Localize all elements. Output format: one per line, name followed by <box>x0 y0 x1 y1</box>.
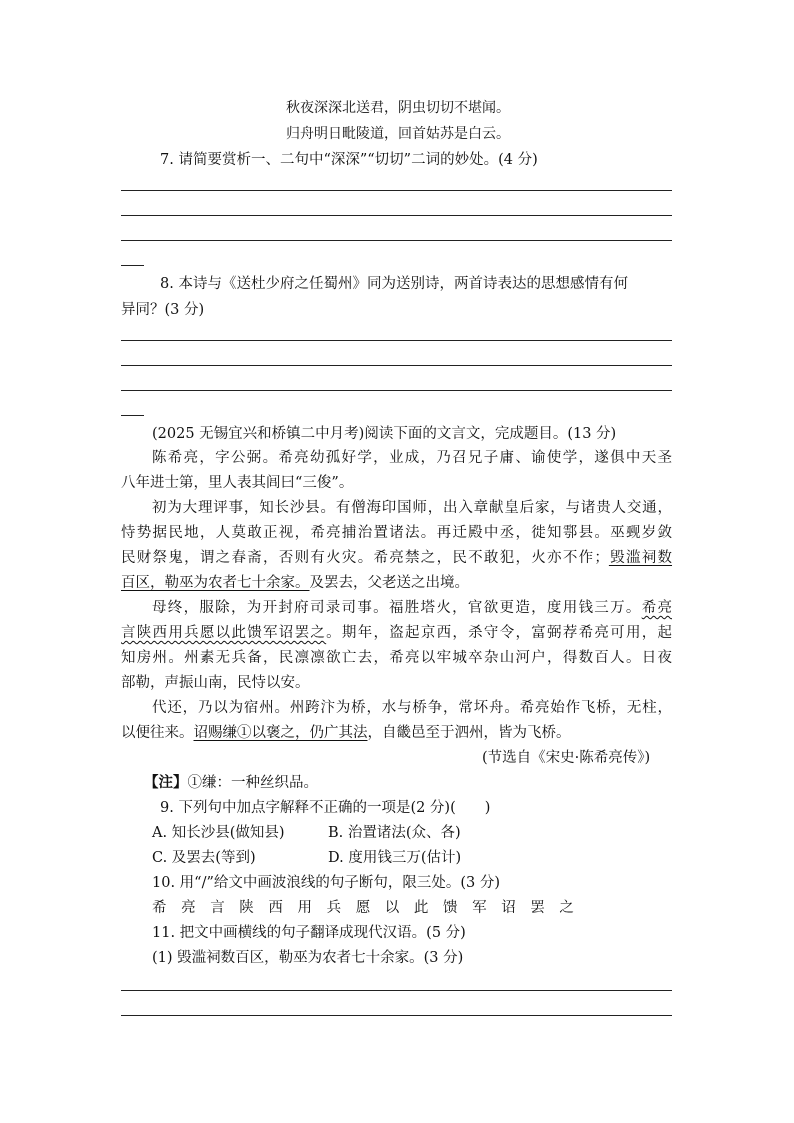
passage-line <box>121 573 469 593</box>
passage-line: 知房州。州素无兵备，民凛凛欲亡去，希亮以牢城卒杂山河户，得数百人。日夜 <box>121 650 672 666</box>
answer-line <box>121 990 672 991</box>
note <box>144 773 318 793</box>
passage-text: 民财祭鬼，谓之春斋，否则有火灾。希亮禁之，民不敢犯，火亦不作； <box>121 550 609 566</box>
answer-line <box>121 390 672 391</box>
passage-source: (节选自《宋史·陈希亮传》) <box>482 750 651 766</box>
option-b: B. 治置诸法(众、各) <box>328 825 461 841</box>
passage-line <box>152 598 672 618</box>
passage-text: 及罢去，父老送之出境。 <box>309 575 469 591</box>
passage-line: 部勒，声振山南，民恃以安。 <box>121 675 310 691</box>
passage-text: 母终，服除，为开封府司录司事。福胜塔火，官欲更造，度用钱三万。 <box>152 600 642 616</box>
passage-text: 以便往来。 <box>121 725 194 741</box>
note-text: ①缣：一种丝织品。 <box>187 775 318 791</box>
underlined-sentence: 百区，勒巫为农者七十余家。 <box>121 575 310 591</box>
question-9: 9. 下列句中加点字解释不正确的一项是(2 分)( ) <box>160 800 491 816</box>
answer-line <box>121 1015 672 1016</box>
question-10: 10. 用“/”给文中画波浪线的句子断句，限三处。(3 分) <box>152 875 501 891</box>
passage-line: 八年进士第，里人表其闾曰“三俊”。 <box>121 475 354 491</box>
poem-line-1: 秋夜深深北送君，阴虫切切不堪闻。 <box>286 100 510 116</box>
passage-line: 陈希亮，字公弼。希亮幼孤好学，业成，乃召兄子庸、谕使学，遂俱中天圣 <box>152 450 672 466</box>
wavy-sentence: 言陕西用兵愿以此馈军诏罢之 <box>121 625 327 641</box>
passage-line: 恃势据民地，人莫敢正视，希亮捕治置诸法。再迁殿中丞，徙知鄠县。巫觋岁敛 <box>121 525 672 541</box>
note-label: 【注】 <box>144 774 188 791</box>
passage-text: ，自畿邑至于泗州，皆为飞桥。 <box>367 725 571 741</box>
question-8-line-2: 异同？(3 分) <box>121 302 205 318</box>
underlined-sentence: 诏赐缣①以褒之，仍广其法 <box>193 725 368 741</box>
answer-line <box>121 215 672 216</box>
answer-line-end <box>121 265 144 266</box>
passage-intro: (2025 无锡宜兴和桥镇二中月考)阅读下面的文言文，完成题目。(13 分) <box>152 426 617 442</box>
question-8-line-1: 8. 本诗与《送杜少府之任蜀州》同为送别诗，两首诗表达的思想感情有何 <box>160 276 628 292</box>
passage-line: 代还，乃以为宿州。州跨汴为桥，水与桥争，常坏舟。希亮始作飞桥，无柱， <box>152 700 672 716</box>
option-a: A. 知长沙县(做知县) <box>152 825 285 841</box>
passage-line <box>121 548 672 568</box>
answer-line-end <box>121 415 144 416</box>
question-7: 7. 请简要赏析一、二句中“深深”“切切”二词的妙处。(4 分) <box>160 152 538 168</box>
answer-line <box>121 240 672 241</box>
underlined-sentence: 毁滥祠数 <box>608 550 673 566</box>
option-c: C. 及罢去(等到) <box>152 850 256 866</box>
question-10-sentence: 希亮言陕西用兵愿以此馈军诏罢之 <box>152 900 589 916</box>
option-d: D. 度用钱三万(估计) <box>328 850 462 866</box>
question-11: 11. 把文中画横线的句子翻译成现代汉语。(5 分) <box>152 925 466 941</box>
question-11-sub-1: (1) 毁滥祠数百区，勒巫为农者七十余家。(3 分) <box>152 950 464 966</box>
wavy-sentence: 希亮 <box>641 600 672 616</box>
answer-line <box>121 365 672 366</box>
poem-line-2: 归舟明日毗陵道，回首姑苏是白云。 <box>286 126 510 142</box>
passage-text: 。期年，盗起京西，杀守令，富弼荐希亮可用，起 <box>326 625 673 641</box>
answer-line <box>121 190 672 191</box>
answer-line <box>121 340 672 341</box>
passage-line <box>121 723 571 743</box>
passage-line: 初为大理评事，知长沙县。有僧海印国师，出入章献皇后家，与诸贵人交通， <box>152 500 672 516</box>
passage-line <box>121 623 672 643</box>
